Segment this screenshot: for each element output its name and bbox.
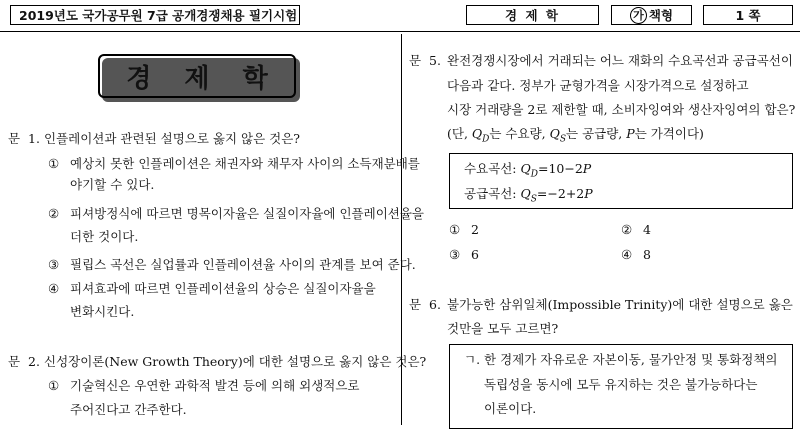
note-mid-1: 는 수요량, (489, 126, 550, 141)
q6-stem-line-2: 것만을 모두 고르면? (447, 321, 559, 336)
choice-mark: ④ (48, 281, 60, 296)
supply-equation: =−2+2 (536, 186, 585, 201)
booklet-type-box (611, 5, 692, 25)
choice-text: 2 (471, 222, 479, 237)
var-q: Q (520, 161, 531, 176)
demand-label: 수요곡선: (464, 161, 521, 176)
var-sub-d: D (482, 134, 490, 145)
q5-choice-4[interactable] (621, 247, 651, 263)
demand-equation: =10−2 (537, 161, 583, 176)
choice-text: 예상치 못한 인플레이션은 채권자와 채무자 사이의 소득재분배를 (70, 156, 420, 171)
statement-mark: ㄱ. (464, 352, 481, 367)
choice-mark: ① (48, 378, 60, 393)
q5-stem-line-1: 완전경쟁시장에서 거래되는 어느 재화의 수요곡선과 공급곡선이 (447, 53, 793, 68)
subject-title: 경 제 학 (126, 63, 280, 94)
q2-choice-1[interactable] (48, 378, 360, 394)
choice-text: 6 (471, 247, 479, 262)
page-number-box (703, 5, 793, 25)
q1-choice-1[interactable] (48, 156, 420, 172)
demand-curve (464, 161, 591, 183)
var-p: P (626, 126, 635, 141)
q-prefix: 문 (8, 131, 21, 146)
q6-number (409, 297, 441, 313)
q2-num: 2. (28, 354, 40, 369)
note-close: 는 가격이다) (634, 126, 704, 141)
var-sub-d: D (530, 169, 538, 180)
q5-stem-line-2: 다음과 같다. 정부가 균형가격을 시장가격으로 설정하고 (447, 78, 749, 93)
q-prefix: 문 (409, 297, 422, 312)
q5-choice-3[interactable] (449, 247, 479, 263)
q1-choice-1-cont: 야기할 수 있다. (70, 177, 155, 192)
var-q: Q (549, 126, 560, 141)
choice-mark: ① (48, 156, 60, 171)
var-p: P (582, 161, 592, 176)
booklet-type-label: 책형 (648, 8, 674, 23)
choice-text: 피셔효과에 따르면 인플레이션율의 상승은 실질이자율을 (70, 281, 376, 296)
subject-label: 경 제 학 (505, 8, 560, 23)
q6-statement-a-line-3: 이론이다. (484, 401, 537, 416)
q-prefix: 문 (8, 354, 21, 369)
exam-title-box (10, 5, 300, 25)
choice-text: 8 (643, 247, 651, 262)
q5-number (409, 53, 441, 69)
var-q: Q (520, 186, 531, 201)
q1-choice-3[interactable] (48, 257, 416, 273)
q5-num: 5. (429, 53, 441, 68)
q5-choice-2[interactable] (621, 222, 651, 238)
q-prefix: 문 (409, 53, 422, 68)
choice-mark: ② (621, 222, 633, 237)
supply-label: 공급곡선: (464, 186, 521, 201)
choice-text: 4 (643, 222, 651, 237)
choice-text: 기술혁신은 우연한 과학적 발견 등에 의해 외생적으로 (70, 378, 360, 393)
q2-number (8, 354, 40, 370)
subject-title-box (98, 54, 296, 98)
header-rule (0, 31, 800, 32)
choice-mark: ② (48, 206, 60, 221)
q1-stem: 인플레이션과 관련된 설명으로 옳지 않은 것은? (44, 131, 300, 146)
q6-statement-a (464, 352, 778, 368)
var-p: P (584, 186, 593, 201)
choice-mark: ① (449, 222, 461, 237)
q6-stem-line-1: 불가능한 삼위일체(Impossible Trinity)에 대한 설명으로 옳은 (447, 297, 793, 312)
q1-choice-2[interactable] (48, 206, 424, 222)
choice-mark: ③ (48, 257, 60, 272)
q2-choice-1-cont: 주어진다고 간주한다. (70, 402, 187, 417)
choice-text: 피셔방정식에 따르면 명목이자율은 실질이자율에 인플레이션율을 (70, 206, 424, 221)
q2-stem: 신성장이론(New Growth Theory)에 대한 설명으로 옳지 않은 것은? (44, 354, 427, 369)
choice-text: 필립스 곡선은 실업률과 인플레이션율 사이의 관계를 보여 준다. (70, 257, 416, 272)
q5-note (447, 126, 704, 148)
var-q: Q (471, 126, 483, 141)
note-mid-2: 는 공급량, (566, 126, 627, 141)
q6-statement-a-line-2: 독립성을 동시에 모두 유지하는 것은 불가능하다는 (484, 377, 758, 392)
page-number: 1 쪽 (735, 8, 761, 23)
choice-mark: ③ (449, 247, 461, 262)
q1-num: 1. (28, 131, 40, 146)
var-sub-s: S (530, 194, 537, 205)
choice-mark: ④ (621, 247, 633, 262)
subject-box (466, 5, 599, 25)
note-open: (단, (447, 126, 472, 141)
q1-choice-4-cont: 변화시킨다. (70, 304, 135, 319)
q1-choice-4[interactable] (48, 281, 376, 297)
exam-title: 2019년도 국가공무원 7급 공개경쟁채용 필기시험 (19, 8, 298, 23)
booklet-type-mark: 가 (630, 7, 647, 24)
q1-choice-2-cont: 더한 것이다. (70, 229, 139, 244)
q5-stem-line-3: 시장 거래량을 2로 제한할 때, 소비자잉여와 생산자잉여의 합은? (447, 102, 796, 117)
q6-num: 6. (429, 297, 441, 312)
supply-curve (464, 186, 593, 208)
q1-number (8, 131, 40, 147)
var-sub-s: S (559, 134, 567, 145)
q5-choice-1[interactable] (449, 222, 479, 238)
statement-text: 한 경제가 자유로운 자본이동, 물가안정 및 통화정책의 (484, 352, 778, 367)
